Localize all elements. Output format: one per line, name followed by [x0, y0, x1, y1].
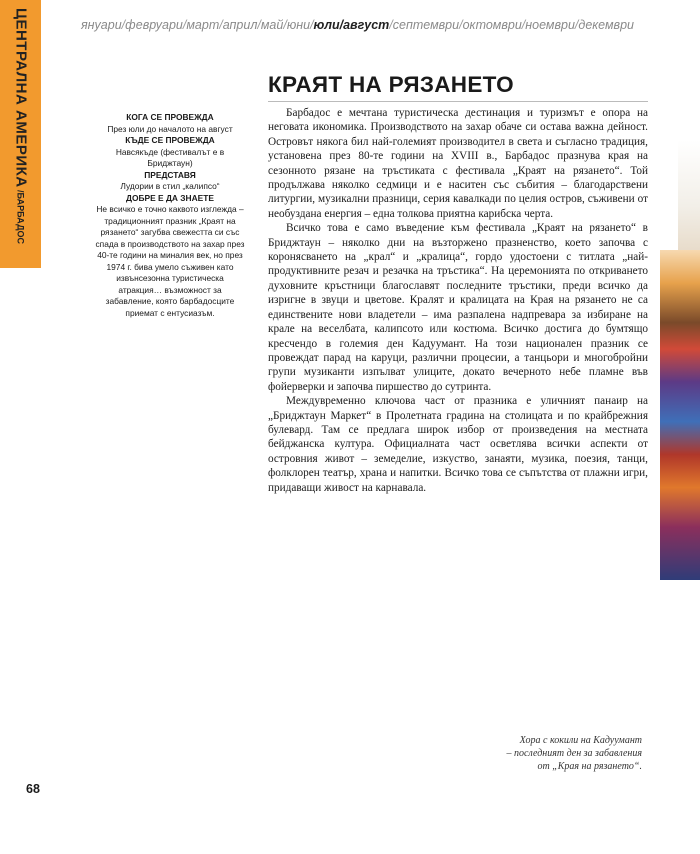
what-heading: ПРЕДСТАВЯ: [144, 169, 196, 180]
month-november: ноември: [525, 18, 575, 32]
article-paragraph-1: Барбадос е мечтана туристическа дестинация и туризмът е опора на неговата икономика. Производството на захар обаче си остава важна дейност. Островът някога бил най-големият производител в света и съгласно традиция, установена през 80-те години на XVIII в., Барбадос празнува края на сезонното рязане на тръстиката с фестивала „Краят на рязането“. Той продължава няколко седмици и е наситен със събития – благодарствени литургии, музикални празници, серия кавалкади по целия остров, съживени от необуздана енергия – една толкова приятна карибска черта.: [268, 107, 648, 220]
month-navigation: януари/февруари/март/април/май/юни/юли/август/септември/октомври/ноември/декември: [81, 18, 634, 32]
what-text: Лудории в стил „калипсо“: [120, 181, 220, 191]
caption-line-3: от „Края на рязането“.: [537, 761, 642, 772]
article-paragraph-3: Междувременно ключова част от празника е уличният панаир на „Бриджтаун Маркет“ в Пролетната градина на столицата и по крайбрежния булевард. Там се предлага широк избор от произведения на местната бейджанска култура. Официалната част осветлява всички аспекти от островния живот – земеделие, изкуство, занаяти, музика, поезия, танци, фолклорен театър, храна и напитки. Всичко това се съпътства от плажни игри, придаващи живост на карнавала.: [268, 395, 648, 494]
month-january: януари: [81, 18, 122, 32]
when-text: През юли до началото на август: [107, 123, 233, 134]
month-april: април: [222, 18, 258, 32]
caption-line-2: – последният ден за забавления: [506, 748, 642, 759]
page-number: 68: [26, 782, 40, 796]
country-label: /БАРБАДОС: [15, 189, 26, 244]
where-text: Навсякъде (фестивалът е в Бриджтаун): [115, 146, 225, 168]
when-heading: КОГА СЕ ПРОВЕЖДА: [126, 112, 214, 122]
month-july-active: юли: [313, 18, 340, 32]
caption-line-1: Хора с кокили на Кадуумант: [519, 735, 642, 746]
section-side-label: [12, 8, 30, 244]
article-body: [268, 106, 648, 495]
where-heading: КЪДЕ СЕ ПРОВЕЖДА: [125, 135, 215, 145]
photo-caption: [422, 734, 642, 773]
month-june: юни: [286, 18, 311, 32]
article-title: КРАЯТ НА РЯЗАНЕТО: [268, 72, 514, 97]
article-paragraph-2: Всичко това е само въведение към фестивала „Краят на рязането“ в Бриджтаун – няколко дни на възторжено празненство, което започва с коронясването на „крал“ и „кралица“, гордо удостоени с титлата „най-продуктивните резач и резачка на тръстика“. На церемонията по откриването духовните кръстници благославят последните тръстики, преди всичко да изригне в звуци и цветове. Кралят и кралицата на Края на рязането не са единствените нови владетели – има разпалена надпревара за избиране на крале на веселбата, калипсото или костюма. Всичко достига до бумтящо кресчендо в големия ден Кадуумант. На този национален празник се провеждат парад на каруци, различни процесии, а танцьори и многобройни групи музиканти изпълват улиците, докато вечерното небе пламне във фойерверки и започва пиршество до сутринта.: [268, 222, 648, 393]
region-label: ЦЕНТРАЛНА АМЕРИКА: [12, 8, 30, 188]
title-divider: [268, 101, 648, 102]
month-september: септември: [392, 18, 460, 32]
info-sidebar: [95, 112, 245, 319]
know-text: Не всичко е точно каквото изглежда – традиционният празник „Краят на рязането“ загубва свежестта си със спада в производството на захар през 40-те години на миналия век, но през 1974 г. бива умело съживен като извънсезонна туристическа атракция… възможност за забавление, която барбадосците приемат с ентусиазъм.: [95, 204, 245, 318]
month-march: март: [186, 18, 220, 32]
carnival-photo-edge: [660, 250, 700, 580]
month-august-active: август: [343, 18, 390, 32]
section-side-tab: [0, 0, 41, 268]
month-october: октомври: [462, 18, 522, 32]
know-heading: ДОБРЕ Е ДА ЗНАЕТЕ: [126, 192, 214, 203]
month-february: февруари: [125, 18, 183, 32]
month-may: май: [260, 18, 284, 32]
month-december: декември: [578, 18, 634, 32]
photo-edge-top: [678, 140, 700, 250]
